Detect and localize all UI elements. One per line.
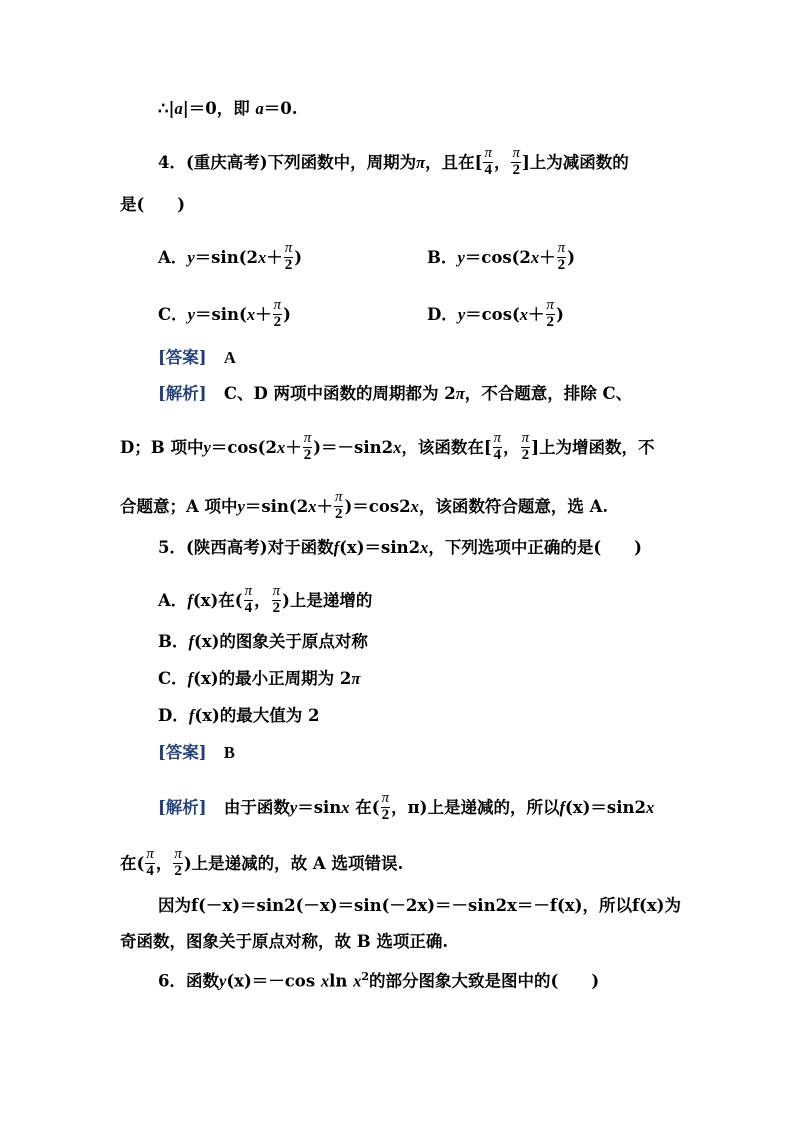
q4-explanation-line2: D；B 项中y＝cos(2x＋ $\frac{\pi}{2}$ )＝－sin2x，该函数在[ $\frac{\pi}{4}$ ， $\frac{\pi}{2}$ ]上为增函数，不 bbox=[120, 430, 655, 463]
q5-explanation-line3: 因为f(－x)＝sin2(－x)＝sin(－2x)＝－sin2x＝－f(x)，所以f(x)为 bbox=[158, 896, 681, 915]
q5-option-d: D．f(x)的最大值为 2 bbox=[158, 706, 320, 725]
q4-answer: [答案] A bbox=[158, 348, 236, 367]
q5-option-b: B．f(x)的图象关于原点对称 bbox=[158, 632, 368, 651]
q4-option-a: A．y＝sin(2x＋ $\frac{\pi}{2}$ ) bbox=[158, 240, 303, 273]
q5-explanation-line4: 奇函数，图象关于原点对称，故 B 选项正确. bbox=[120, 932, 449, 951]
q4-stem-line2: 是( ) bbox=[120, 195, 186, 214]
q5-explanation-line2: 在( $\frac{\pi}{4}$ ， $\frac{\pi}{2}$ )上是递减的，故 A 选项错误. bbox=[120, 846, 404, 879]
q5-explanation-line1: [解析] 由于函数y＝sinx 在( $\frac{\pi}{2}$ ，π)上是递减的，所以f(x)＝sin2x bbox=[158, 790, 655, 823]
q4-option-d: D．y＝cos(x＋ $\frac{\pi}{2}$ ) bbox=[427, 297, 564, 330]
q5-stem: 5．(陕西高考)对于函数f(x)＝sin2x，下列选项中正确的是( ) bbox=[158, 538, 642, 557]
q4-explanation-line1: [解析] C、D 两项中函数的周期都为 2π，不合题意，排除 C、 bbox=[158, 384, 633, 403]
q5-option-a: A．f(x)在( $\frac{\pi}{4}$ ， $\frac{\pi}{2}$ )上是递增的 bbox=[158, 583, 373, 616]
q4-explanation-line3: 合题意；A 项中y＝sin(2x＋ $\frac{\pi}{2}$ )＝cos2x，该函数符合题意，选 A. bbox=[120, 489, 609, 522]
q5-answer: [答案] B bbox=[158, 743, 235, 762]
q4-option-b: B．y＝cos(2x＋ $\frac{\pi}{2}$ ) bbox=[427, 240, 575, 273]
line-conclusion-a0: ∴|a|＝0，即 a＝0. bbox=[158, 99, 298, 118]
q5-option-c: C．f(x)的最小正周期为 2π bbox=[158, 669, 361, 688]
q4-stem: 4．(重庆高考)下列函数中，周期为π，且在[ $\frac{\pi}{4}$ ， $\frac{\pi}{2}$ ]上为减函数的 bbox=[158, 145, 629, 178]
q6-stem: 6．函数y(x)＝－cos xln $x^2$的部分图象大致是图中的( ) bbox=[158, 970, 600, 991]
q4-option-c: C．y＝sin(x＋ $\frac{\pi}{2}$ ) bbox=[158, 297, 291, 330]
